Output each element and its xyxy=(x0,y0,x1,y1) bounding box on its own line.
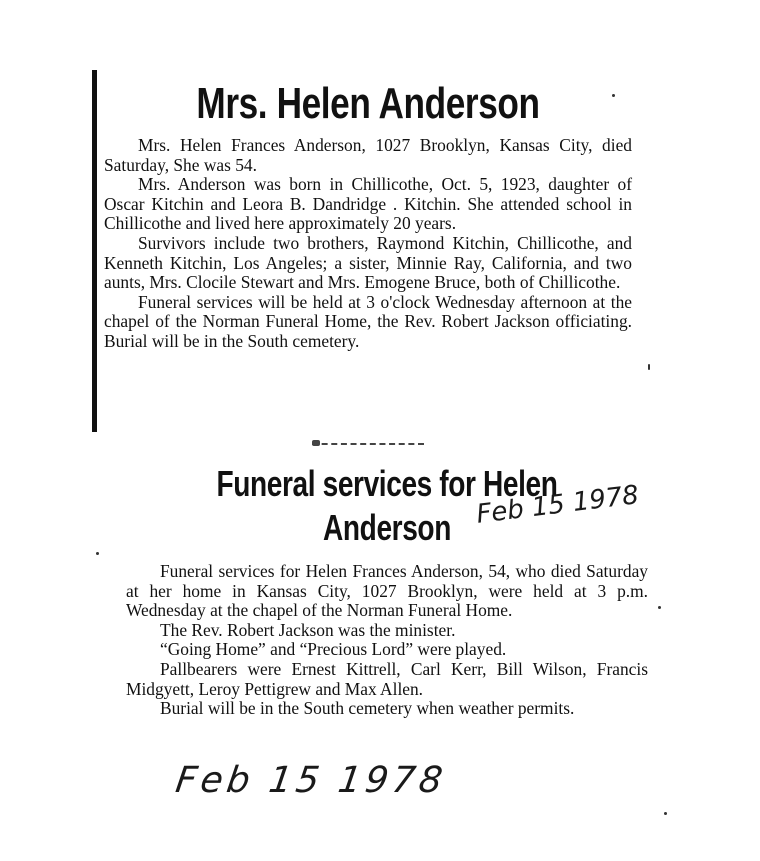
scan-speck xyxy=(96,552,99,555)
obituary-paragraph: Survivors include two brothers, Raymond Kitchin, Chillicothe, and Kenneth Kitchin, Los Angeles; a sister, Minnie Ray, California, and two aunts, Mrs. Clocile Stewart and Mrs. Emogene Bruce, both of Chillicothe. xyxy=(104,232,632,293)
obituary-clipping xyxy=(104,78,632,352)
funeral-notice-paragraph: “Going Home” and “Precious Lord” were played. xyxy=(160,639,507,660)
scan-speck xyxy=(648,364,650,370)
obituary-paragraph: Mrs. Helen Frances Anderson, 1027 Brooklyn, Kansas City, died Saturday, She was 54. xyxy=(104,135,632,175)
handwritten-date-top: Feb 15 1978 xyxy=(474,480,641,530)
scan-speck xyxy=(664,812,667,815)
handwritten-date-bottom: Feb 15 1978 xyxy=(173,760,449,801)
funeral-notice-paragraph: Funeral services for Helen Frances Anderson, 54, who died Saturday at her home in Kansas City, 1027 Brooklyn, were held at 3 p.m. Wednesday at the chapel of the Norman Funeral Home. xyxy=(126,561,648,621)
left-column-rule xyxy=(92,70,97,432)
obituary-headline: Mrs. Helen Anderson xyxy=(196,79,540,128)
funeral-notice-paragraph: The Rev. Robert Jackson was the minister. xyxy=(160,619,456,640)
scan-speck xyxy=(658,606,661,609)
obituary-paragraph: Funeral services will be held at 3 o'clock Wednesday afternoon at the chapel of the Norman Funeral Home, the Rev. Robert Jackson officiating. Burial will be in the South cemetery. xyxy=(104,291,632,351)
obituary-paragraph: Mrs. Anderson was born in Chillicothe, Oct. 5, 1923, daughter of Oscar Kitchin and Leora B. Dandridge . Kitchin. She attended school in Chillicothe and lived here approximately 20 years. xyxy=(104,174,632,234)
clipping-divider xyxy=(312,443,424,448)
scan-speck xyxy=(612,94,615,97)
funeral-notice-headline: Funeral services for Helen Anderson xyxy=(216,463,558,548)
funeral-notice-paragraph: Burial will be in the South cemetery when weather permits. xyxy=(160,698,575,719)
funeral-notice-paragraph: Pallbearers were Ernest Kittrell, Carl Kerr, Bill Wilson, Francis Midgyett, Leroy Pettigrew and Max Allen. xyxy=(126,658,648,699)
